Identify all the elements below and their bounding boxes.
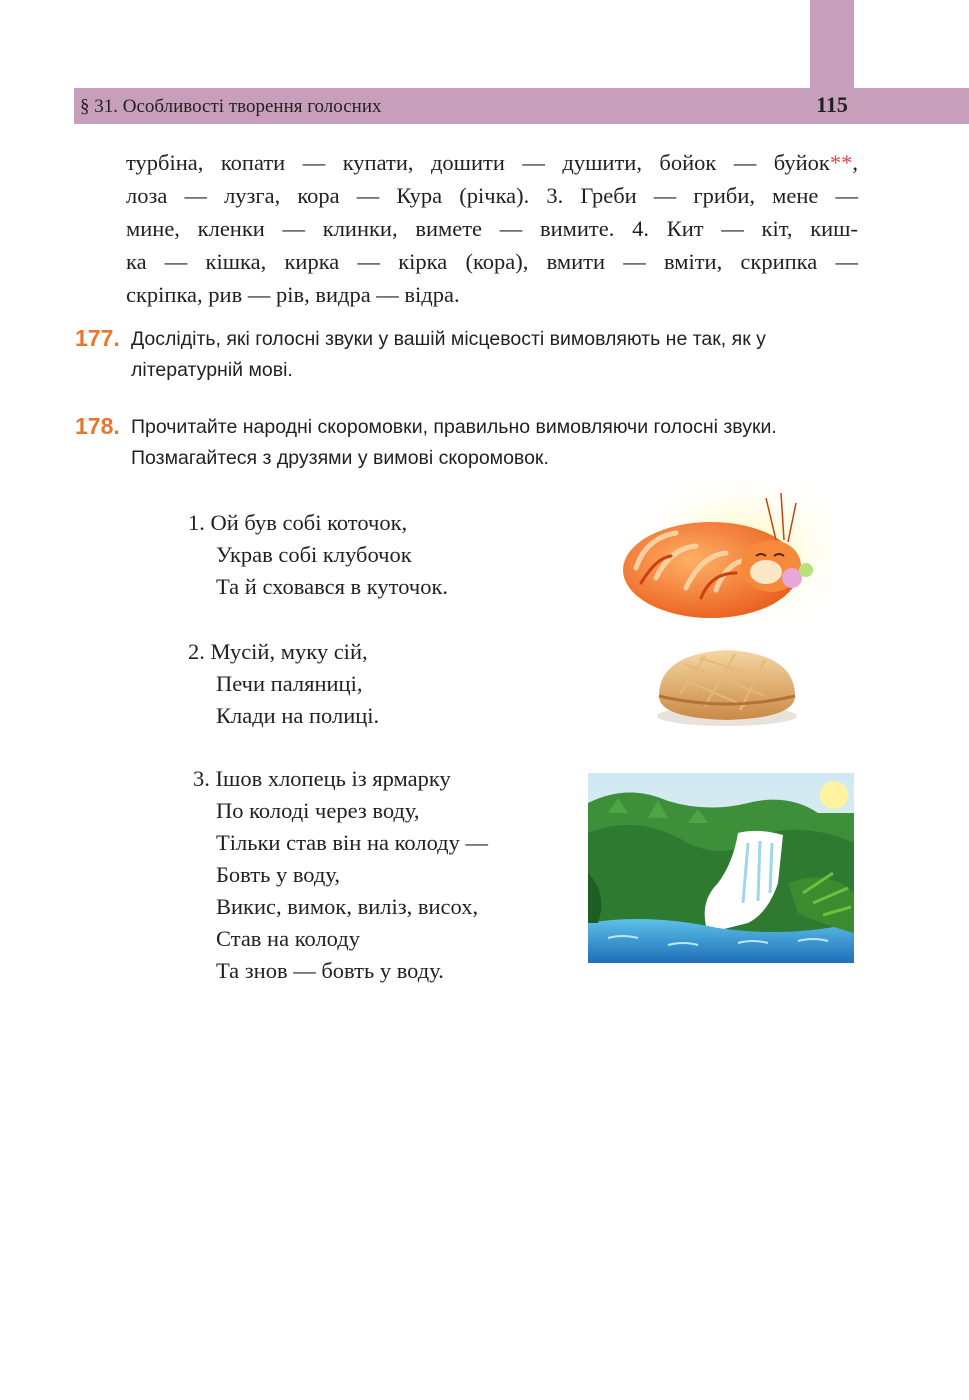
- footnote-mark: **: [829, 150, 853, 175]
- sleeping-cat-illustration: [616, 478, 831, 626]
- tongue-twister-2: 2. Мусій, муку сій, Печи паляниці, Клади на полиці.: [188, 639, 380, 728]
- text-line: лоза — лузга, кора — Кура (річка). 3. Греби — гриби, мене —: [126, 183, 858, 208]
- tongue-twister-3: 3. Ішов хлопець із ярмарку По колоді через воду, Тільки став він на колоду — Бовть у воду, Викис, вимок, виліз, висох, Став на колоду Та знов — бовть у воду.: [193, 766, 488, 983]
- exercise-text: Прочитайте народні скоромовки, правильно вимовляючи голосні звуки. Позмагайтеся з друзями у вимові скоромовок.: [131, 416, 777, 469]
- exercise-number: 178.: [75, 413, 120, 439]
- text-line: мине, кленки — клинки, вимете — вимите. 4. Кит — кіт, киш-: [126, 216, 858, 241]
- bread-loaf-illustration: [645, 634, 805, 732]
- text-line: турбіна, копати — купати, дошити — душити, бойок — буйок**,: [126, 150, 858, 175]
- section-title: § 31. Особливості творення голосних: [80, 96, 382, 117]
- text-line: скріпка, рив — рів, видра — відра.: [126, 282, 460, 307]
- page-number: 115: [816, 92, 848, 117]
- text-line: ка — кішка, кирка — кірка (кора), вмити — вміти, скрипка —: [126, 249, 858, 274]
- tongue-twister-1: 1. Ой був собі коточок, Украв собі клубочок Та й сховався в куточок.: [188, 510, 448, 599]
- exercise-text: Дослідіть, які голосні звуки у вашій місцевості вимовляють не так, як у літературній мові.: [131, 328, 766, 381]
- exercise-number: 177.: [75, 325, 120, 351]
- continuation-paragraph: [126, 146, 858, 311]
- waterfall-illustration: [588, 773, 854, 963]
